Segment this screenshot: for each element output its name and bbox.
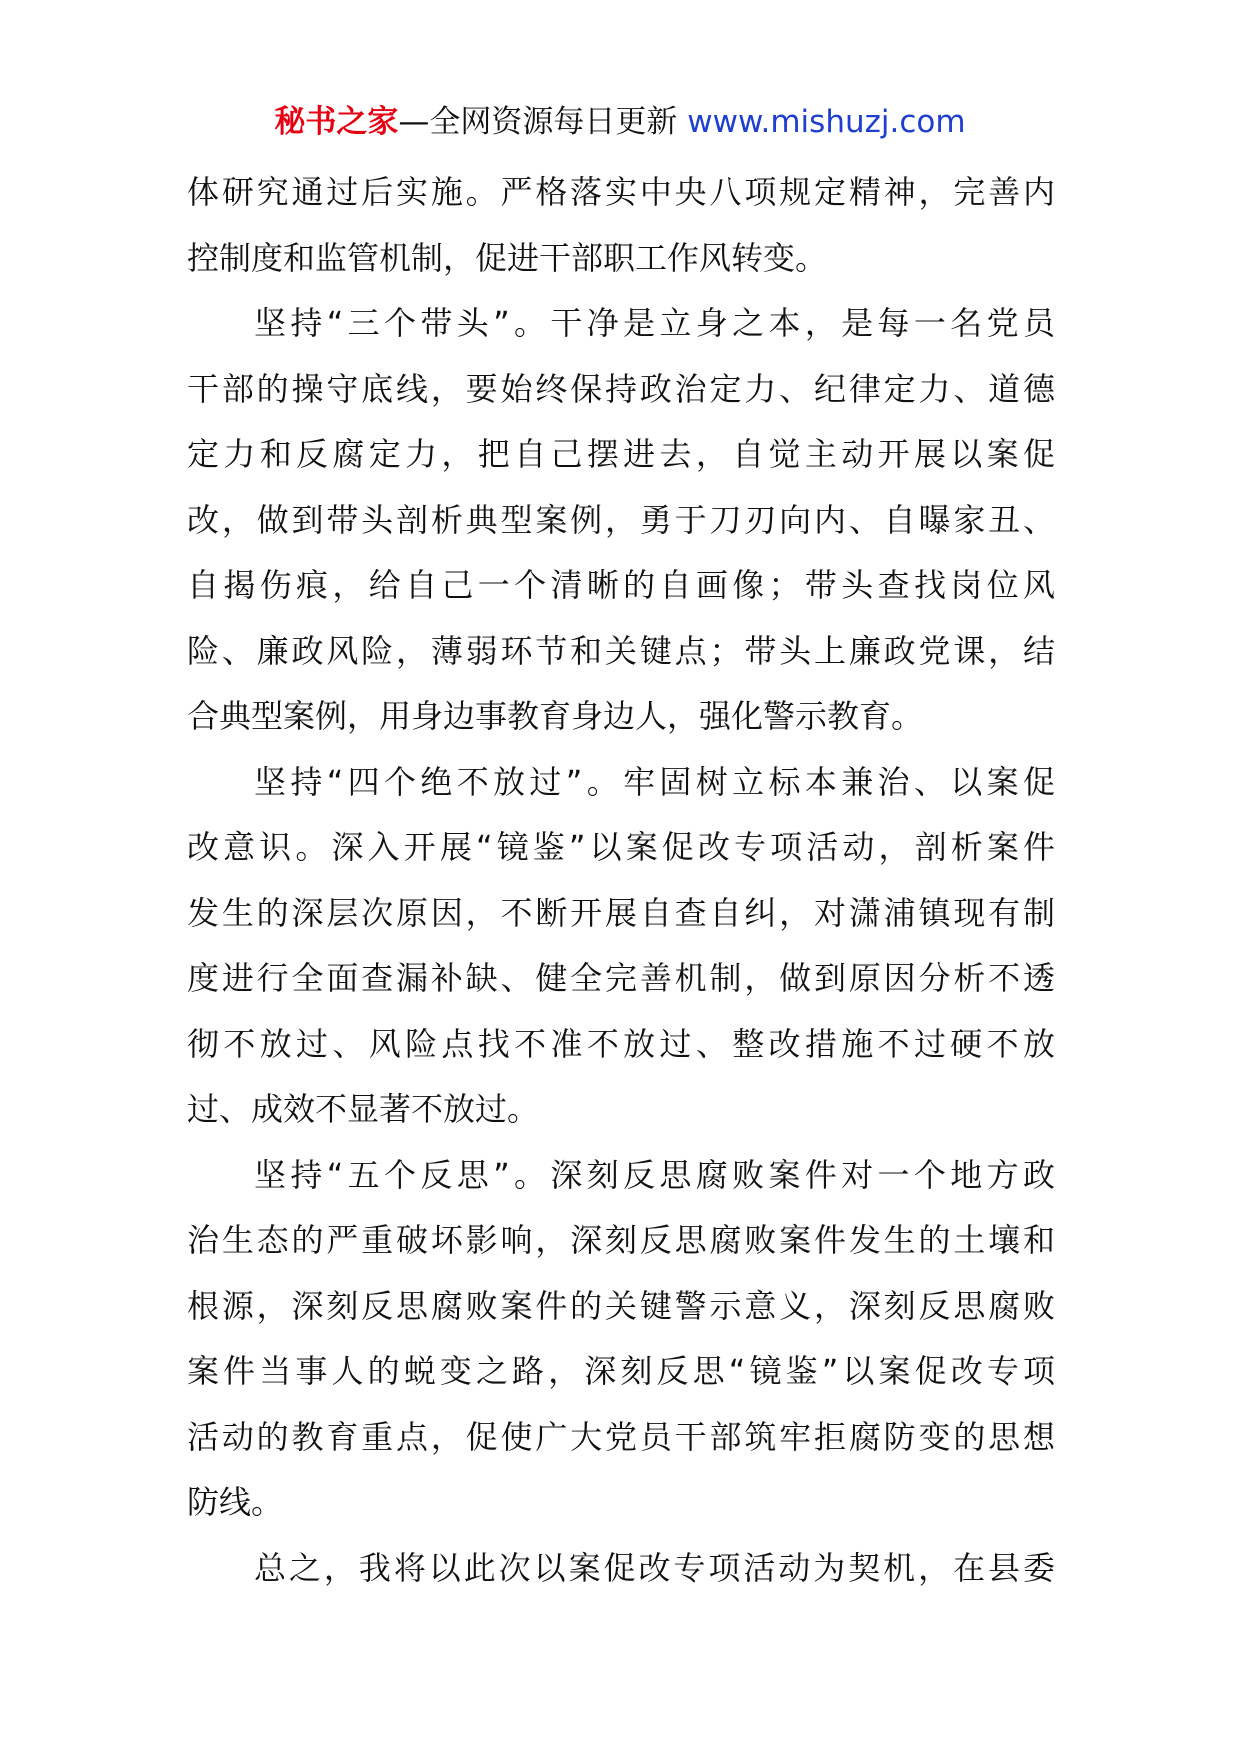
text-line: 改意识。深入开展“镜鉴”以案促改专项活动，剖析案件 xyxy=(187,828,1055,866)
text-line: 定力和反腐定力，把自己摆进去，自觉主动开展以案促 xyxy=(187,435,1055,473)
text-line: 案件当事人的蜕变之路，深刻反思“镜鉴”以案促改专项 xyxy=(187,1352,1055,1390)
text-line: 干部的操守底线，要始终保持政治定力、纪律定力、道德 xyxy=(187,369,1055,408)
text-line: 治生态的严重破坏影响，深刻反思腐败案件发生的土壤和 xyxy=(187,1221,1055,1259)
page-header xyxy=(0,100,1240,144)
text-line: 坚持“五个反思”。深刻反思腐败案件对一个地方政 xyxy=(254,1155,1055,1194)
text-line: 控制度和监管机制，促进干部职工作风转变。 xyxy=(187,238,828,277)
text-line: 自揭伤痕，给自己一个清晰的自画像；带头查找岗位风 xyxy=(187,566,1055,604)
text-line: 坚持“四个绝不放过”。牢固树立标本兼治、以案促 xyxy=(254,762,1055,801)
brand-name: 秘书之家 xyxy=(274,104,399,140)
header-slogan: —全网资源每日更新 xyxy=(398,104,688,140)
text-line: 活动的教育重点，促使广大党员干部筑牢拒腐防变的思想 xyxy=(187,1417,1055,1456)
text-line: 彻不放过、风险点找不准不放过、整改措施不过硬不放 xyxy=(187,1024,1055,1063)
text-line: 总之，我将以此次以案促改专项活动为契机，在县委 xyxy=(254,1548,1055,1587)
text-line: 根源，深刻反思腐败案件的关键警示意义，深刻反思腐败 xyxy=(187,1286,1055,1325)
text-line: 合典型案例，用身边事教育身边人，强化警示教育。 xyxy=(187,697,924,735)
document-body xyxy=(187,160,1055,1601)
text-line: 坚持“三个带头”。干净是立身之本，是每一名党员 xyxy=(254,304,1055,342)
text-line: 过、成效不显著不放过。 xyxy=(187,1090,540,1128)
text-line: 体研究通过后实施。严格落实中央八项规定精神，完善内 xyxy=(187,173,1055,211)
text-line: 发生的深层次原因，不断开展自查自纠，对潇浦镇现有制 xyxy=(187,893,1055,932)
text-line: 度进行全面查漏补缺、健全完善机制，做到原因分析不透 xyxy=(187,959,1055,997)
text-line: 防线。 xyxy=(187,1483,284,1521)
website-url[interactable]: www.mishuzj.com xyxy=(687,104,966,140)
text-line: 险、廉政风险，薄弱环节和关键点；带头上廉政党课，结 xyxy=(187,631,1055,670)
text-line: 改，做到带头剖析典型案例，勇于刀刃向内、自曝家丑、 xyxy=(187,500,1055,539)
